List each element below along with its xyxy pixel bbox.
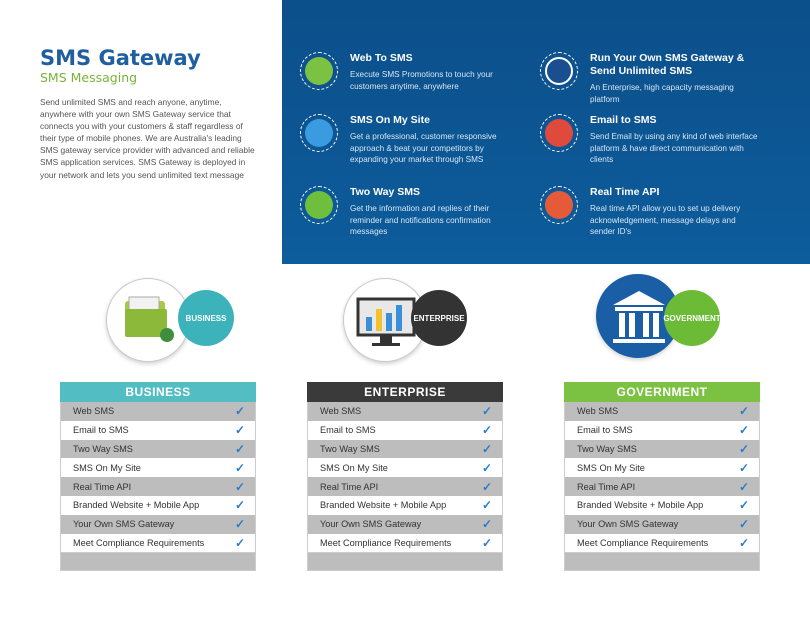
plan-graphic <box>307 270 503 382</box>
feature-list <box>60 402 256 553</box>
check-icon: ✓ <box>481 404 492 419</box>
check-icon: ✓ <box>738 535 749 550</box>
list-item: Real Time API ✓ <box>308 477 502 496</box>
email-icon <box>540 114 578 152</box>
plan-tag: ENTERPRISE <box>411 290 467 346</box>
list-item: Email to SMS ✓ <box>565 421 759 440</box>
list-item: Email to SMS ✓ <box>61 421 255 440</box>
check-icon: ✓ <box>481 423 492 438</box>
intro-section <box>40 46 260 181</box>
check-icon: ✓ <box>481 479 492 494</box>
check-icon: ✓ <box>234 517 245 532</box>
check-icon: ✓ <box>738 460 749 475</box>
plan-tag: GOVERNMENT <box>664 290 720 346</box>
list-item: SMS On My Site ✓ <box>565 458 759 477</box>
list-item: Branded Website + Mobile App ✓ <box>565 496 759 515</box>
list-item: Web SMS ✓ <box>61 402 255 421</box>
list-item: Meet Compliance Requirements ✓ <box>308 534 502 553</box>
check-icon: ✓ <box>481 535 492 550</box>
list-item: Real Time API ✓ <box>565 477 759 496</box>
list-item: Your Own SMS Gateway ✓ <box>308 515 502 534</box>
feature-desc: Real time API allow you to set up delivery acknowledgement, message delays and sender ID's <box>590 204 741 237</box>
plan-enterprise <box>307 270 503 571</box>
list-item: Branded Website + Mobile App ✓ <box>61 496 255 515</box>
page-subtitle: SMS Messaging <box>40 70 138 85</box>
feature-desc: Get a professional, customer responsive approach & beat your competitors by expanding your market through SMS <box>350 132 497 165</box>
list-item: Two Way SMS ✓ <box>308 440 502 459</box>
intro-text: Send unlimited SMS and reach anyone, anytime, anywhere with your own SMS Gateway service that connects you with your customers & staff regardless of their type of mobile phones. We are Australia's leading SMS gateway service provider with advanced and reliable SMS application services. SMS Gateway is deployed in your network and lets you send unlimited text message <box>40 97 255 180</box>
check-icon: ✓ <box>481 441 492 456</box>
feature-title: Web To SMS <box>350 52 413 64</box>
list-item: Meet Compliance Requirements ✓ <box>61 534 255 553</box>
plan-graphic <box>564 270 760 382</box>
feature-desc: Send Email by using any kind of web interface platform & have direct communication with clients <box>590 132 758 165</box>
list-item: Email to SMS ✓ <box>308 421 502 440</box>
plan-graphic <box>60 270 256 382</box>
check-icon: ✓ <box>738 479 749 494</box>
list-item: Web SMS ✓ <box>565 402 759 421</box>
plan-footer <box>307 553 503 571</box>
site-sms-icon <box>300 114 338 152</box>
feature-list <box>307 402 503 553</box>
check-icon: ✓ <box>234 441 245 456</box>
check-icon: ✓ <box>481 460 492 475</box>
check-icon: ✓ <box>234 498 245 513</box>
check-icon: ✓ <box>481 517 492 532</box>
web-sms-icon <box>300 52 338 90</box>
check-icon: ✓ <box>234 404 245 419</box>
page-title: SMS Gateway <box>40 46 201 70</box>
list-item: Your Own SMS Gateway ✓ <box>565 515 759 534</box>
plan-header: BUSINESS <box>60 382 256 402</box>
list-item: SMS On My Site ✓ <box>308 458 502 477</box>
feature-title: Two Way SMS <box>350 186 421 198</box>
plan-government <box>564 270 760 571</box>
plan-footer <box>60 553 256 571</box>
check-icon: ✓ <box>234 460 245 475</box>
features-panel <box>282 0 810 264</box>
list-item: Real Time API ✓ <box>61 477 255 496</box>
feature-desc: An Enterprise, high capacity messaging platform <box>590 83 734 104</box>
check-icon: ✓ <box>738 498 749 513</box>
check-icon: ✓ <box>481 498 492 513</box>
plan-header: ENTERPRISE <box>307 382 503 402</box>
plan-footer <box>564 553 760 571</box>
feature-title: Run Your Own SMS Gateway & Send Unlimited SMS <box>590 52 745 77</box>
check-icon: ✓ <box>234 423 245 438</box>
check-icon: ✓ <box>234 535 245 550</box>
gateway-icon <box>540 52 578 90</box>
feature-title: Real Time API <box>590 186 660 198</box>
plan-tag: BUSINESS <box>178 290 234 346</box>
two-way-icon <box>300 186 338 224</box>
list-item: Two Way SMS ✓ <box>565 440 759 459</box>
check-icon: ✓ <box>738 404 749 419</box>
list-item: Branded Website + Mobile App ✓ <box>308 496 502 515</box>
feature-title: SMS On My Site <box>350 114 430 126</box>
check-icon: ✓ <box>738 441 749 456</box>
list-item: Your Own SMS Gateway ✓ <box>61 515 255 534</box>
check-icon: ✓ <box>738 517 749 532</box>
check-icon: ✓ <box>234 479 245 494</box>
feature-list <box>564 402 760 553</box>
plan-header: GOVERNMENT <box>564 382 760 402</box>
list-item: SMS On My Site ✓ <box>61 458 255 477</box>
list-item: Two Way SMS ✓ <box>61 440 255 459</box>
feature-title: Email to SMS <box>590 114 657 126</box>
plan-business <box>60 270 256 571</box>
feature-desc: Get the information and replies of their reminder and notifications confirmation messages <box>350 204 491 237</box>
list-item: Meet Compliance Requirements ✓ <box>565 534 759 553</box>
api-gear-icon <box>540 186 578 224</box>
feature-desc: Execute SMS Promotions to touch your customers anytime, anywhere <box>350 70 493 91</box>
list-item: Web SMS ✓ <box>308 402 502 421</box>
check-icon: ✓ <box>738 423 749 438</box>
